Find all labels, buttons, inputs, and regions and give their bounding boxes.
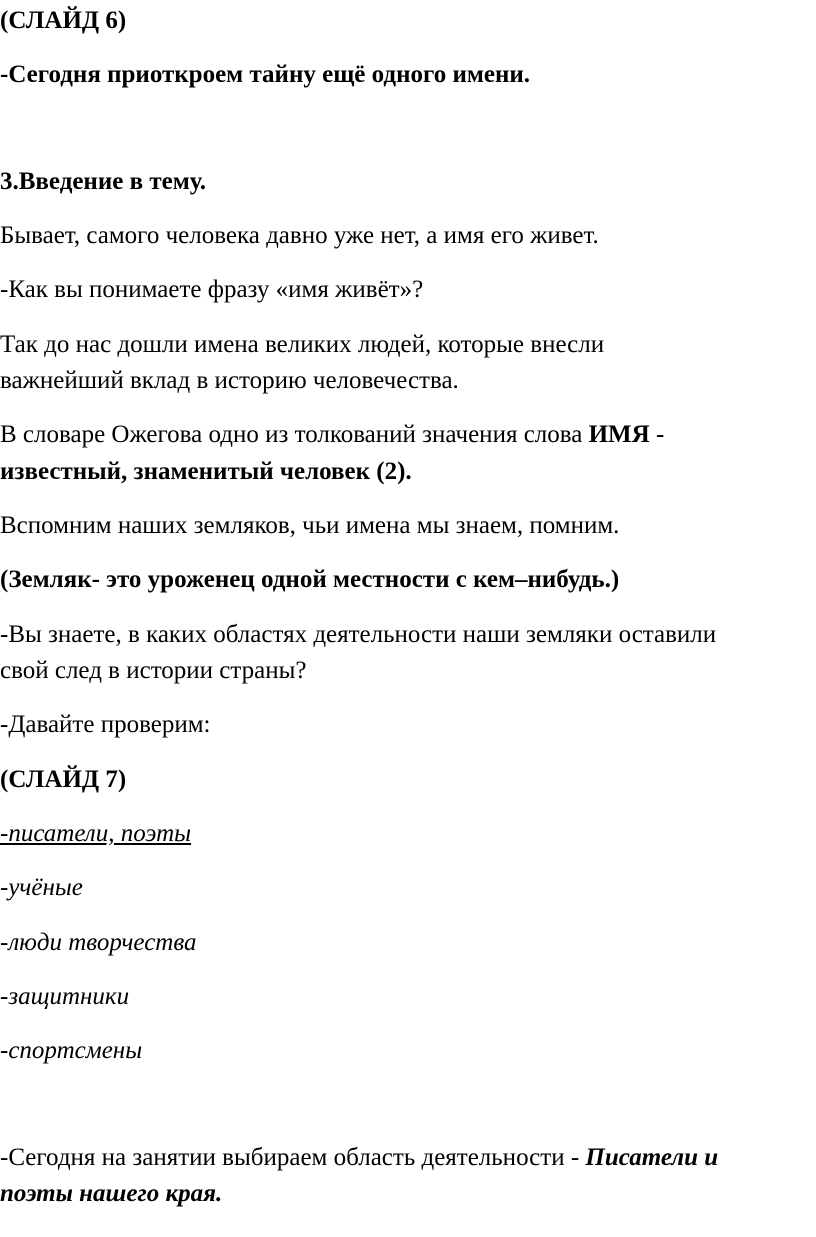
dictionary-word-bold: ИМЯ	[588, 421, 650, 448]
list-item-writers: -писатели, поэты	[0, 820, 192, 847]
dictionary-dash: -	[649, 421, 665, 448]
list-item-defenders: -защитники	[0, 983, 130, 1010]
list-item-athletes: -спортсмены	[0, 1037, 143, 1064]
paragraph-great-people-line-2: важнейший вклад в историю человечества.	[0, 367, 459, 394]
paragraph-dictionary-line-1	[0, 418, 664, 452]
section-heading: 3.Введение в тему.	[0, 168, 206, 195]
paragraph-great-people-line-1: Так до нас дошли имена великих людей, которые внесли	[0, 331, 605, 358]
final-line-2: поэты нашего края.	[0, 1180, 223, 1207]
question-areas-line-2: свой след в истории страны?	[0, 657, 307, 684]
paragraph-dictionary-line-2: известный, знаменитый человек (2).	[0, 458, 412, 485]
list-item-scientists: -учёные	[0, 874, 83, 901]
final-bold-italic: Писатели и	[585, 1144, 719, 1171]
paragraph-fellow-countrymen: Вспомним наших земляков, чьи имена мы знаем, помним.	[0, 512, 620, 539]
question-areas-line-1: -Вы знаете, в каких областях деятельности наши земляки оставили	[0, 621, 717, 648]
paragraph-name-lives: Бывает, самого человека давно уже нет, а имя его живет.	[0, 222, 599, 249]
dictionary-text: В словаре Ожегова одно из толкований значения слова	[0, 421, 589, 448]
final-line-1	[0, 1141, 718, 1175]
slide-6-label: (СЛАЙД 6)	[0, 7, 127, 34]
list-item-creative-people: -люди творчества	[0, 929, 197, 956]
question-name-lives: -Как вы понимаете фразу «имя живёт»?	[0, 276, 424, 303]
definition-zemlyak: (Земляк- это уроженец одной местности с кем–нибудь.)	[0, 566, 620, 593]
intro-sentence: -Сегодня приоткроем тайну ещё одного имени.	[0, 61, 531, 88]
check-line: -Давайте проверим:	[0, 711, 211, 738]
slide-7-label: (СЛАЙД 7)	[0, 766, 127, 793]
final-text: -Сегодня на занятии выбираем область деятельности -	[0, 1144, 586, 1171]
